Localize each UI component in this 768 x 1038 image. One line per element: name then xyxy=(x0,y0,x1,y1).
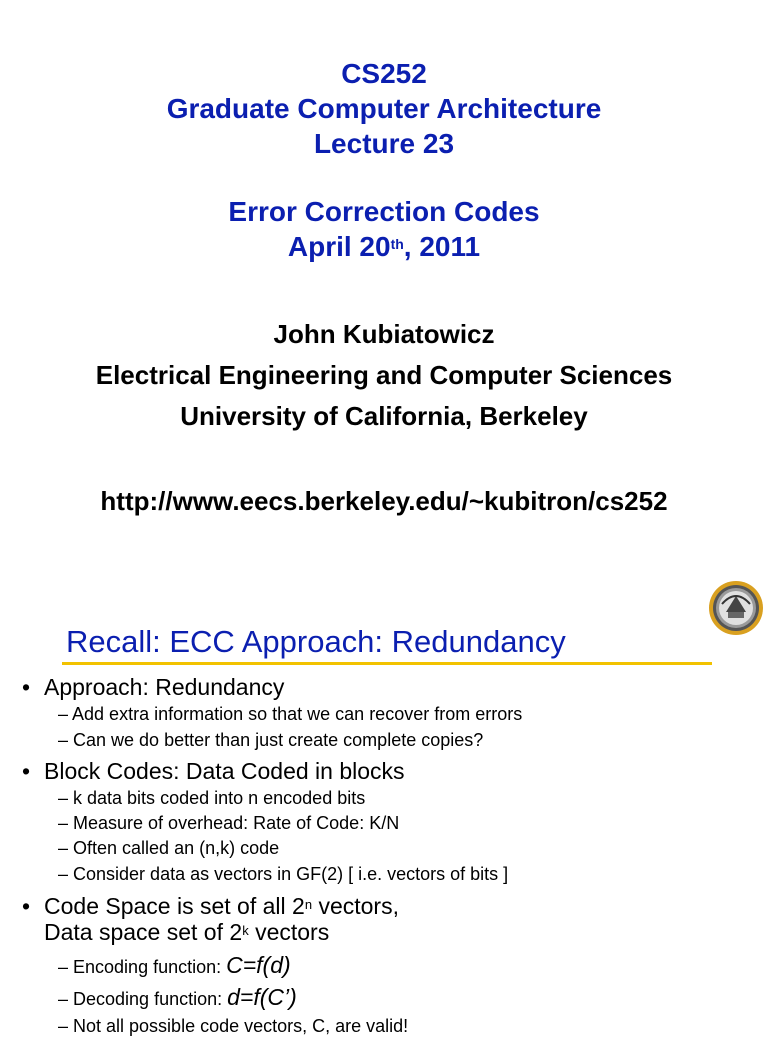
lecture-number: Lecture 23 xyxy=(313,128,455,159)
sub-bullet: – Consider data as vectors in GF(2) [ i.e. vectors of bits ] xyxy=(58,864,509,884)
sub-bullet: – Add extra information so that we can recover from errors xyxy=(58,704,523,724)
author-block xyxy=(0,314,768,437)
sub-bullet-decoding: – Decoding function: d=f(C’) xyxy=(58,984,297,1010)
university: University of California, Berkeley xyxy=(180,401,588,431)
department: Electrical Engineering and Computer Sciences xyxy=(95,360,673,390)
title-underline xyxy=(62,662,712,665)
sub-bullet: – Can we do better than just create complete copies? xyxy=(58,730,484,750)
sub-bullet-encoding: – Encoding function: C=f(d) xyxy=(58,952,291,978)
bullet-code-space-line2: Data space set of 2$^k$ vectors xyxy=(44,919,330,945)
course-code: CS252 xyxy=(341,58,427,89)
bullet-block-codes: • Block Codes: Data Coded in blocks xyxy=(22,758,405,784)
content-slide xyxy=(0,570,768,1036)
author-name: John Kubiatowicz xyxy=(273,319,495,349)
sub-bullet: – Often called an (n,k) code xyxy=(58,838,280,858)
lecture-topic: Error Correction Codes xyxy=(228,196,540,227)
bullet-code-space: • Code Space is set of all 2$^n$ vectors, xyxy=(22,893,399,919)
lecture-date: April 20th, 2011 xyxy=(287,231,481,262)
sub-bullet: – Measure of overhead: Rate of Code: K/N xyxy=(58,813,400,833)
bullet-approach: • Approach: Redundancy xyxy=(22,674,285,700)
university-seal-icon xyxy=(708,580,764,636)
course-url[interactable]: http://www.eecs.berkeley.edu/~kubitron/cs252 xyxy=(100,486,668,516)
sub-bullet-partial: – Not all possible code vectors, C, are valid! xyxy=(58,1016,409,1036)
course-title: Graduate Computer Architecture xyxy=(166,93,602,124)
title-block xyxy=(0,56,768,264)
sub-bullet: – k data bits coded into n encoded bits xyxy=(58,788,366,808)
slide-title: Recall: ECC Approach: Redundancy xyxy=(66,624,566,659)
